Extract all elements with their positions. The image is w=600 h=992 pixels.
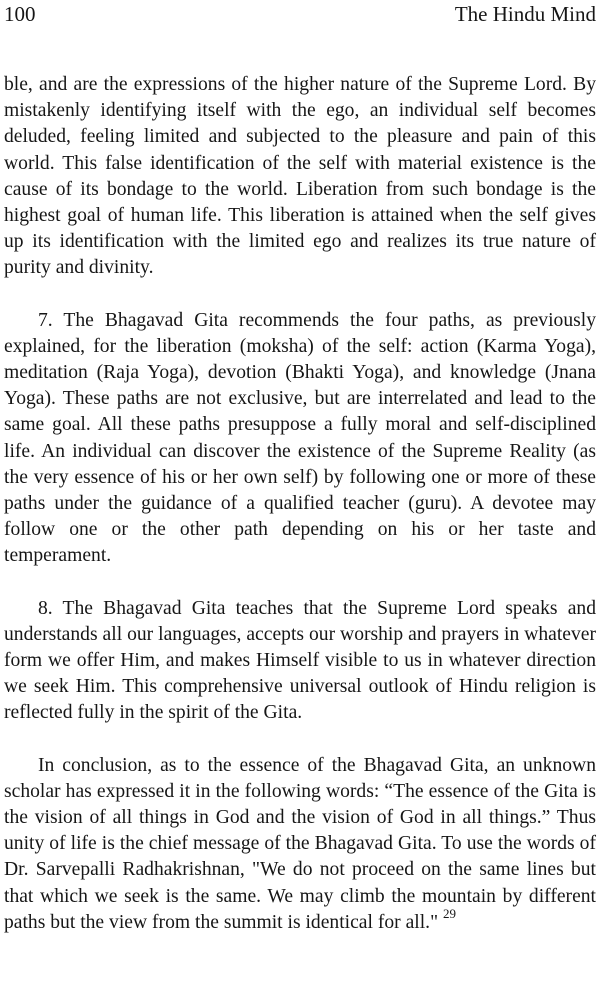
paragraph-continuation: ble, and are the expressions of the higher nature of the Supreme Lord. By mistakenly identifying itself with the ego, an individual self becomes deluded, feeling limited and subjected to the pleasure and pain of this world. This false identification of the self with material existence is the cause of its bondage to the world. Liberation from such bondage is the highest goal of human life. This liberation is attained when the self gives up its identification with the limited ego and realizes its true nature of purity and divinity. [4,74,596,279]
paragraph-conclusion [4,753,596,936]
book-title: The Hindu Mind [454,2,596,26]
body-text [4,72,596,936]
paragraph-point-8: 8. The Bhagavad Gita teaches that the Supreme Lord speaks and understands all our languages, accepts our worship and prayers in whatever form we offer Him, and makes Himself visible to us in whatever direction we seek Him. This comprehensive universal outlook of Hindu religion is reflected fully in the spirit of the Gita. [4,597,596,724]
paragraph-point-7: 7. The Bhagavad Gita recommends the four paths, as previously explained, for the liberation (moksha) of the self: action (Karma Yoga), meditation (Raja Yoga), devotion (Bhakti Yoga), and knowledge (Jnana Yoga). These paths are not exclusive, but are interrelated and lead to the same goal. All these paths presuppose a fully moral and self-disciplined life. An individual can discover the existence of the Supreme Reality (as the very essence of his or her own self) by following one or more of these paths under the guidance of a qualified teacher (guru). A devotee may follow one or the other path depending on his or her taste and temperament. [4,309,596,567]
running-header [4,0,596,28]
page-number: 100 [4,2,36,26]
footnote-reference: 29 [442,906,456,922]
paragraph-gap [4,282,596,308]
paragraph-gap [4,727,596,753]
conclusion-text: In conclusion, as to the essence of the Bhagavad Gita, an unknown scholar has expressed it in the following words: “The essence of the Gita is the vision of all things in God and the vision of God in all things.” Thus unity of life is the chief message of the Bhagavad Gita. To use the words of Dr. Sarvepalli Radhakrishnan, "We do not proceed on the same lines but that which we seek is the same. We may climb the mountain by different paths but the view from the summit is identical for all." [4,754,596,933]
paragraph-gap [4,570,596,596]
